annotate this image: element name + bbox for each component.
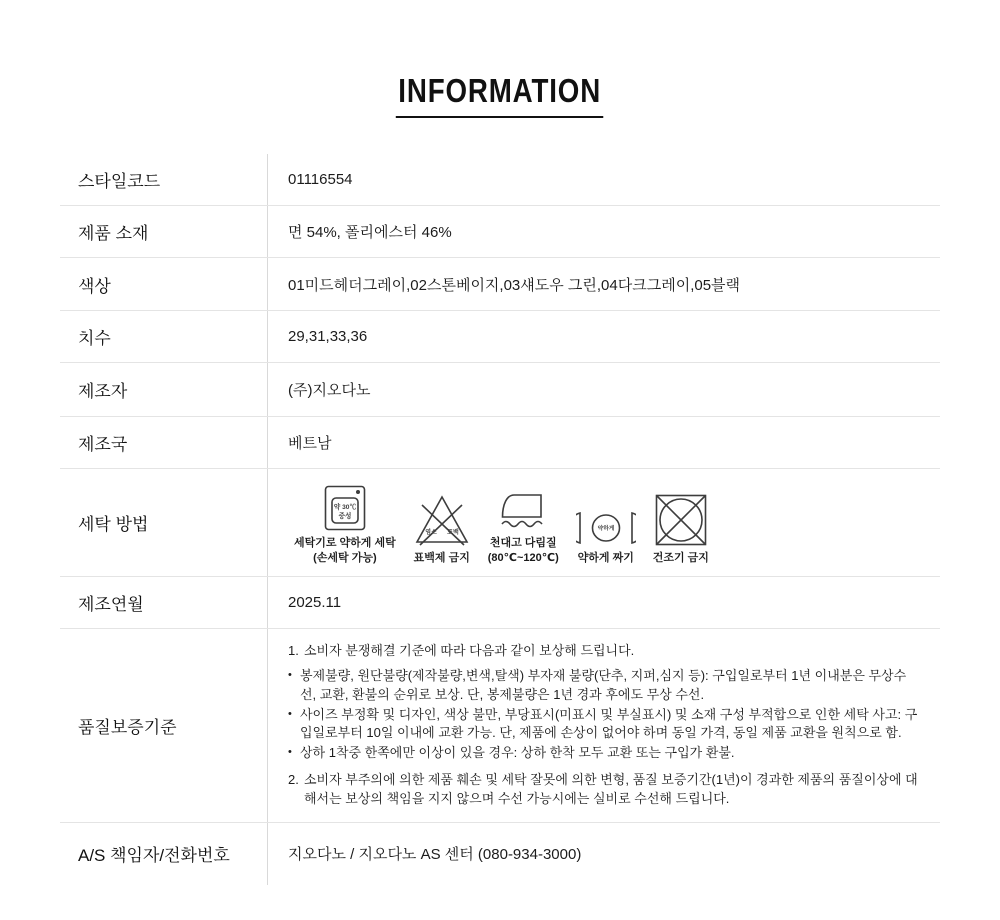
care-item-no-tumble-dry	[653, 494, 709, 566]
header	[0, 0, 1000, 118]
page-title: INFORMATION	[396, 72, 604, 118]
row-size	[60, 311, 940, 363]
warranty-item: 2. 소비자 부주의에 의한 제품 훼손 및 세탁 잘못에 의한 변형, 품질 보증기간(1년)이 경과한 제품의 품질이상에 대해서는 보상의 책임을 지지 않으며 수선 가능시에는 실비로 수선해 드립니다.	[288, 772, 918, 806]
machine-wash-icon	[324, 479, 366, 531]
care-icons	[288, 479, 709, 566]
row-value: 29,31,33,36	[288, 328, 368, 345]
row-material	[60, 206, 940, 258]
row-as-contact	[60, 823, 940, 885]
row-label: 품질보증기준	[60, 629, 268, 822]
row-value: (주)지오다노	[288, 382, 371, 399]
no-bleach-icon	[413, 494, 471, 546]
row-value: 01116554	[288, 171, 353, 188]
row-label: 제조자	[60, 363, 268, 416]
svg-text:약 30℃: 약 30℃	[333, 504, 356, 512]
iron-icon	[499, 479, 547, 531]
row-care-instructions	[60, 469, 940, 577]
row-value: 2025.11	[288, 594, 342, 611]
care-item-no-bleach	[413, 494, 471, 566]
care-icons-cell	[268, 469, 940, 576]
care-caption: 표백제 금지	[413, 552, 470, 564]
product-info-table	[60, 154, 940, 885]
row-style-code	[60, 154, 940, 206]
care-item-wring-gently	[576, 494, 636, 566]
care-caption: 세탁기로 약하게 세탁 (손세탁 가능)	[294, 537, 396, 564]
row-manufacture-date	[60, 577, 940, 629]
care-caption: 천대고 다림질 (80℃~120℃)	[487, 537, 559, 564]
row-value: 지오다노 / 지오다노 AS 센터 (080-934-3000)	[288, 846, 582, 864]
row-label: 제품 소재	[60, 206, 268, 257]
warranty-item: • 상하 1착중 한쪽에만 이상이 있을 경우: 상하 한착 모두 교환 또는 구입가 환불.	[288, 745, 735, 761]
row-label: 제조국	[60, 417, 268, 468]
care-caption: 약하게 짜기	[577, 552, 634, 564]
row-label: 제조연월	[60, 577, 268, 628]
warranty-item: • 봉제불량, 원단불량(제작불량,변색,탈색) 부자재 불량(단추, 지퍼,심지 등): 구입일로부터 1년 이내분은 무상수선, 교환, 환불의 순위로 보상. 단, 봉제불량은 1년 경과 후에도 무상 수선.	[288, 667, 907, 702]
care-item-machine-wash	[294, 479, 396, 566]
care-caption: 건조기 금지	[652, 552, 709, 564]
warranty-item: • 사이즈 부정확 및 디자인, 색상 불만, 부당표시(미표시 및 부실표시) 및 소재 구성 부적합으로 인한 세탁 사고: 구입일로부터 10일 이내에 교환 가능. 단, 제품에 손상이 없어야 하며 동일 가격, 동일 제품 교환을 원칙으로 함.	[288, 706, 918, 741]
row-value: 베트남	[288, 435, 332, 452]
no-tumble-dry-icon	[655, 494, 707, 546]
row-manufacturer	[60, 363, 940, 417]
row-label: 색상	[60, 258, 268, 310]
svg-text:약하게: 약하게	[597, 526, 615, 532]
warranty-item: 1. 소비자 분쟁해결 기준에 따라 다음과 같이 보상해 드립니다.	[288, 643, 635, 658]
care-item-iron	[488, 479, 559, 566]
row-label: A/S 책임자/전화번호	[60, 823, 268, 885]
row-country	[60, 417, 940, 469]
svg-text:중성: 중성	[338, 513, 352, 521]
row-value: 면 54%, 폴리에스터 46%	[288, 224, 452, 241]
row-value: 01미드헤더그레이,02스톤베이지,03섀도우 그린,04다크그레이,05블랙	[288, 276, 741, 294]
row-warranty-standard	[60, 629, 940, 823]
svg-text:염소: 염소	[424, 530, 437, 536]
svg-text:표백: 표백	[446, 530, 459, 536]
row-label: 세탁 방법	[60, 469, 268, 576]
row-label: 치수	[60, 311, 268, 362]
wring-gently-icon	[576, 494, 636, 546]
row-color	[60, 258, 940, 311]
warranty-text-block	[268, 629, 940, 822]
row-label: 스타일코드	[60, 154, 268, 205]
